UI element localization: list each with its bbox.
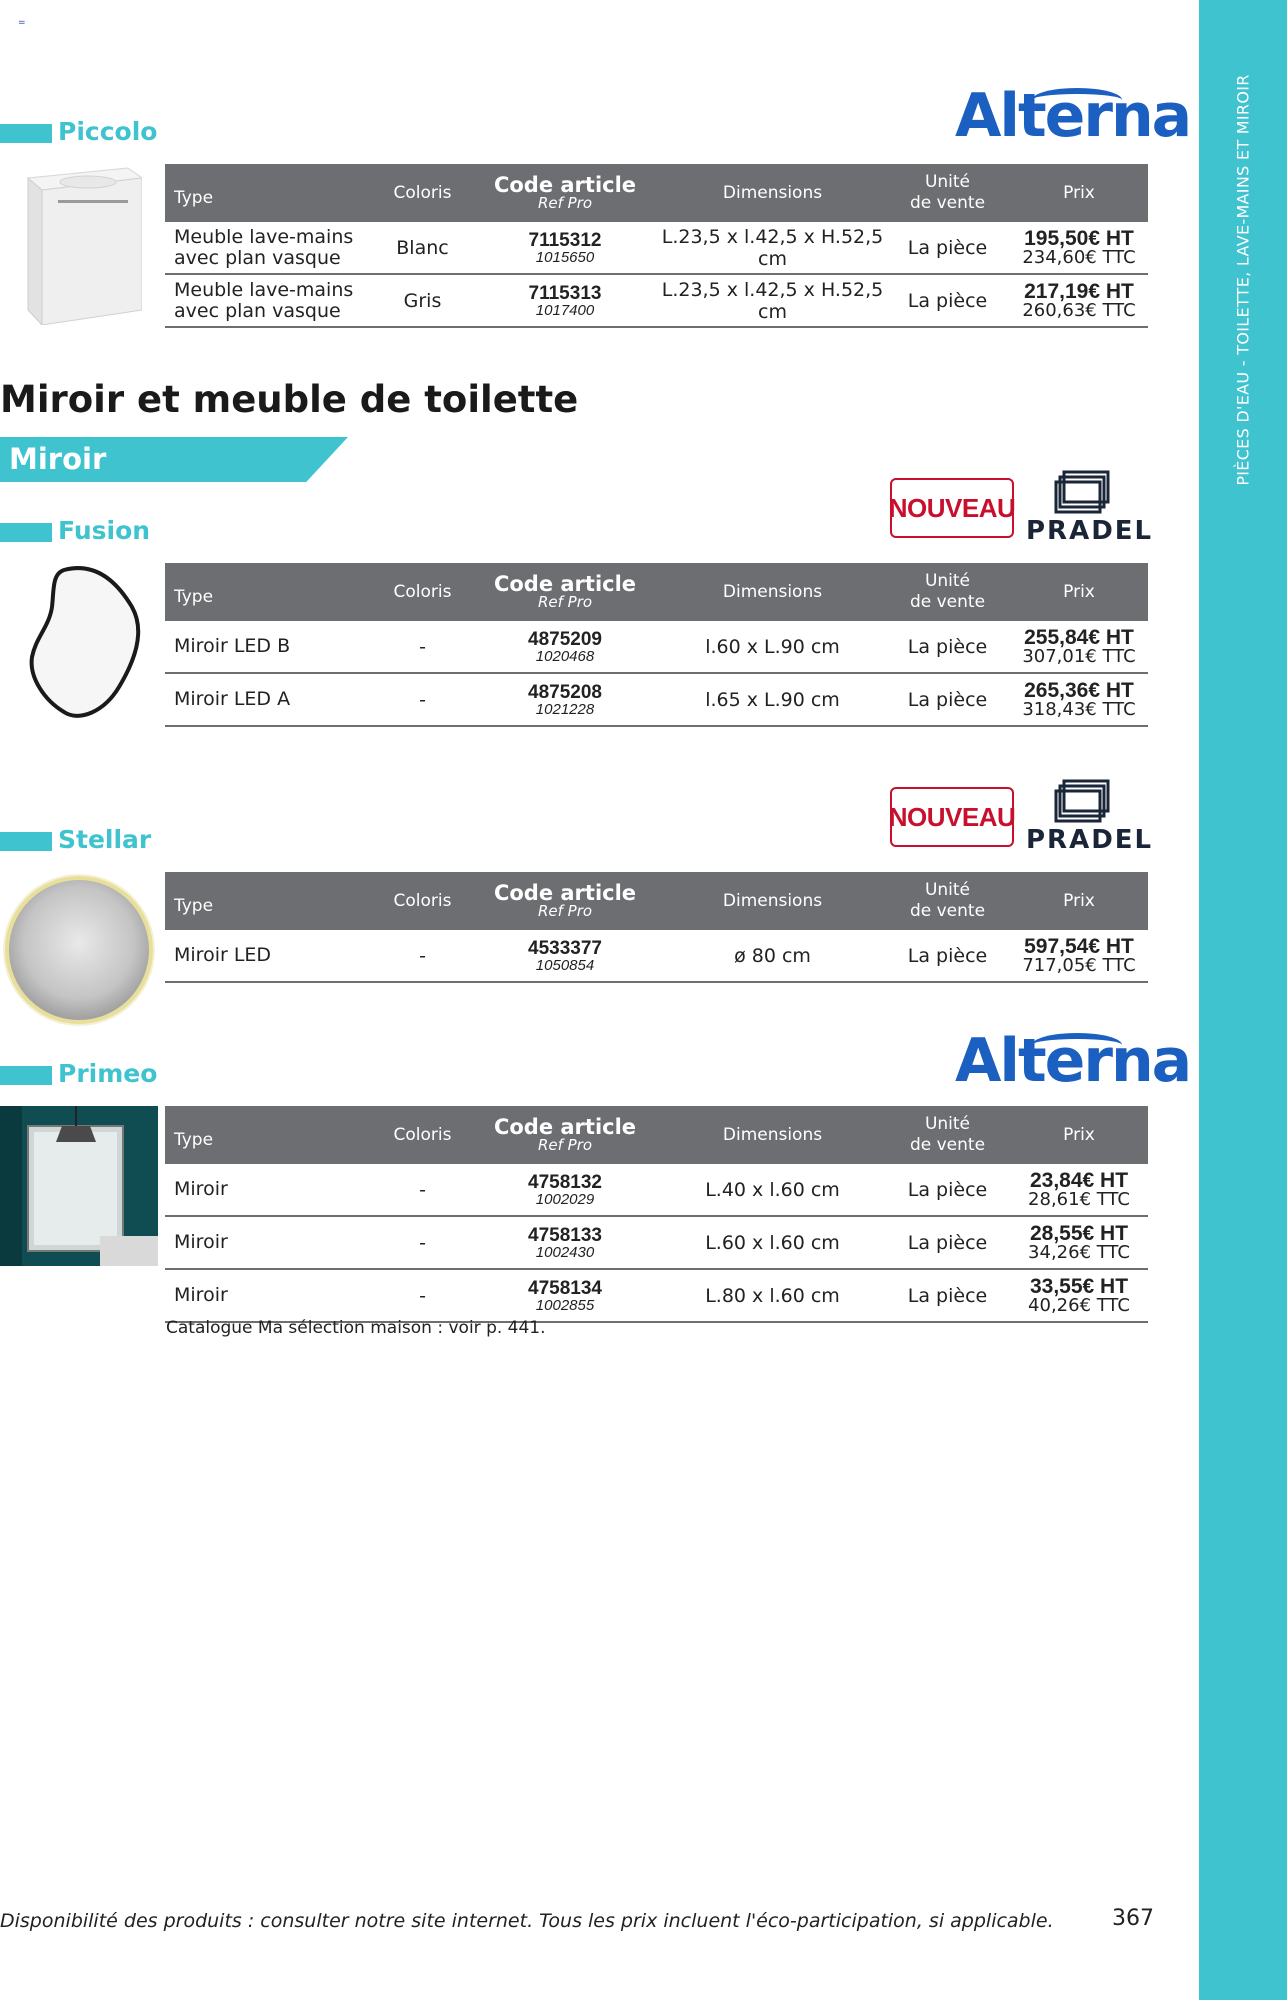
header-prix: Prix xyxy=(1010,563,1148,621)
header-unite: Unité de vente xyxy=(885,563,1010,621)
page-title: Miroir et meuble de toilette xyxy=(0,378,579,421)
section-marker xyxy=(0,124,52,143)
alterna-logo-arc xyxy=(1032,88,1122,112)
header-unite: Unité de vente xyxy=(885,872,1010,930)
pradel-logo: PRADEL xyxy=(1026,775,1138,855)
nouveau-badge: NOUVEAU xyxy=(890,478,1014,538)
piccolo-cabinet-image xyxy=(18,160,142,325)
alterna-logo: Alterna xyxy=(955,1026,1191,1096)
header-coloris: Coloris xyxy=(375,563,470,621)
footer-disclaimer: Disponibilité des produits : consulter notre site internet. Tous les prix incluent l'éco-participation, si applicable. xyxy=(0,1910,1054,1932)
header-code: Code article Ref Pro xyxy=(470,563,660,621)
header-unite: Unité de vente xyxy=(885,164,1010,222)
header-type: Type xyxy=(165,1106,375,1164)
table-row: Miroir LED B - 4875209 1020468 l.60 x L.90 cm La pièce 255,84€ HT 307,01€ TTC xyxy=(165,621,1148,673)
pradel-logo: PRADEL xyxy=(1026,466,1138,546)
header-coloris: Coloris xyxy=(375,164,470,222)
header-code: Code article Ref Pro xyxy=(470,872,660,930)
header-prix: Prix xyxy=(1010,872,1148,930)
header-coloris: Coloris xyxy=(375,1106,470,1164)
stellar-mirror-image xyxy=(0,871,160,1031)
header-type: Type xyxy=(165,872,375,930)
table-fusion xyxy=(165,563,1148,727)
section-marker xyxy=(0,832,52,851)
table-row: Miroir - 4758132 1002029 L.40 x l.60 cm La pièce 23,84€ HT 28,61€ TTC xyxy=(165,1164,1148,1216)
section-title-primeo: Primeo xyxy=(58,1059,158,1088)
header-unite: Unité de vente xyxy=(885,1106,1010,1164)
header-dimensions: Dimensions xyxy=(660,1106,885,1164)
subheading: Miroir xyxy=(9,442,107,476)
table-stellar xyxy=(165,872,1148,983)
header-dimensions: Dimensions xyxy=(660,563,885,621)
top-mark: = xyxy=(18,18,26,28)
table-row: Miroir LED A - 4875208 1021228 l.65 x L.90 cm La pièce 265,36€ HT 318,43€ TTC xyxy=(165,673,1148,726)
header-dimensions: Dimensions xyxy=(660,164,885,222)
alterna-logo-arc xyxy=(1032,1033,1122,1057)
nouveau-badge: NOUVEAU xyxy=(890,787,1014,847)
table-row: Miroir - 4758134 1002855 L.80 x l.60 cm La pièce 33,55€ HT 40,26€ TTC xyxy=(165,1269,1148,1322)
header-prix: Prix xyxy=(1010,164,1148,222)
header-type: Type xyxy=(165,563,375,621)
section-title-piccolo: Piccolo xyxy=(58,117,158,146)
page-number: 367 xyxy=(1112,1906,1154,1931)
alterna-logo: Alterna xyxy=(955,81,1191,151)
primeo-mirror-image xyxy=(0,1106,158,1266)
table-row: Miroir LED - 4533377 1050854 ø 80 cm La pièce 597,54€ HT 717,05€ TTC xyxy=(165,930,1148,982)
table-row: Meuble lave-mains avec plan vasque Blanc 7115312 1015650 L.23,5 x l.42,5 x H.52,5 cm La pièce 195,50€ HT 234,60€ TTC xyxy=(165,222,1148,274)
header-prix: Prix xyxy=(1010,1106,1148,1164)
side-title: PIÈCES D'EAU - TOILETTE, LAVE-MAINS ET MIROIR xyxy=(1233,74,1253,486)
section-title-fusion: Fusion xyxy=(58,516,151,545)
catalogue-note: Catalogue Ma sélection maison : voir p. 441. xyxy=(166,1318,546,1338)
table-row: Meuble lave-mains avec plan vasque Gris 7115313 1017400 L.23,5 x l.42,5 x H.52,5 cm La pièce 217,19€ HT 260,63€ TTC xyxy=(165,274,1148,327)
header-coloris: Coloris xyxy=(375,872,470,930)
pradel-frames-icon xyxy=(1026,466,1138,514)
header-type: Type xyxy=(165,164,375,222)
header-code: Code article Ref Pro xyxy=(470,164,660,222)
table-piccolo xyxy=(165,164,1148,328)
header-code: Code article Ref Pro xyxy=(470,1106,660,1164)
section-marker xyxy=(0,523,52,542)
header-dimensions: Dimensions xyxy=(660,872,885,930)
section-marker xyxy=(0,1066,52,1085)
fusion-mirror-image xyxy=(24,562,142,722)
table-row: Miroir - 4758133 1002430 L.60 x l.60 cm La pièce 28,55€ HT 34,26€ TTC xyxy=(165,1216,1148,1269)
pradel-frames-icon xyxy=(1026,775,1138,823)
table-primeo xyxy=(165,1106,1148,1323)
section-title-stellar: Stellar xyxy=(58,825,152,854)
